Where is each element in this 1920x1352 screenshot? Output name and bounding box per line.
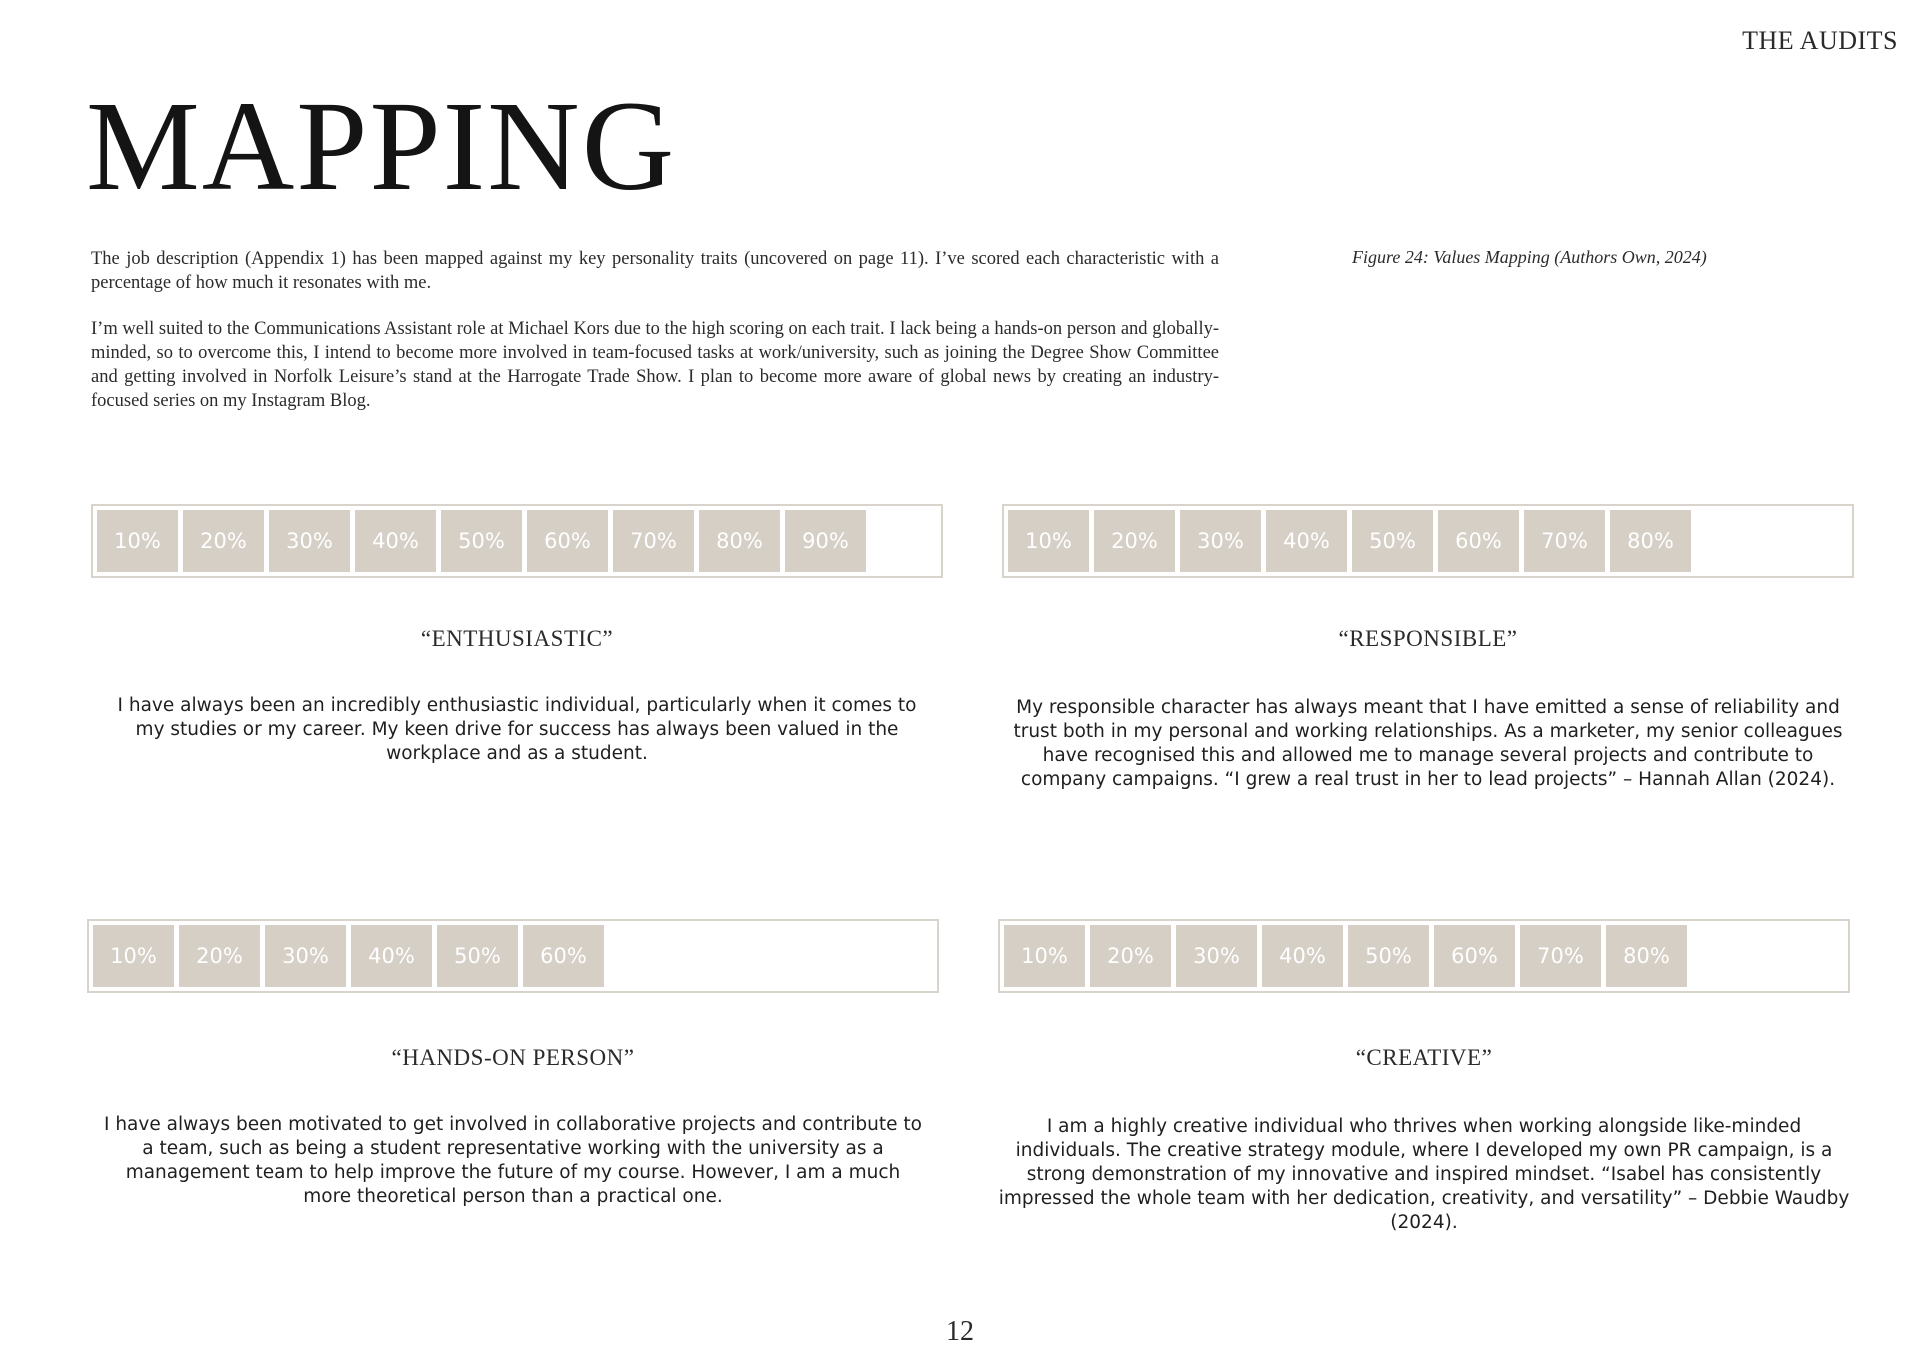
intro-text: [91, 247, 1219, 435]
score-segment: 20%: [183, 510, 264, 572]
score-segment: 10%: [97, 510, 178, 572]
score-track: [1008, 510, 1852, 572]
score-segment: 70%: [613, 510, 694, 572]
score-segment: 90%: [785, 510, 866, 572]
score-segment: 40%: [355, 510, 436, 572]
trait-description: My responsible character has always meant that I have emitted a sense of reliability and trust both in my personal and working relationships. As a marketer, my senior colleagues have recognised this and allowed me to manage several projects and contribute to company campaigns. “I grew a real trust in her to lead projects” – Hannah Allan (2024).: [1013, 697, 1843, 790]
score-track: [1004, 925, 1848, 987]
score-segment: 30%: [1176, 925, 1257, 987]
score-segment: 70%: [1520, 925, 1601, 987]
score-segment: 10%: [93, 925, 174, 987]
score-bar: [998, 919, 1850, 993]
trait-description: I am a highly creative individual who thrives when working alongside like-minded individuals. The creative strategy module, where I developed my own PR campaign, is a strong demonstration of my innovative and inspired mindset. “Isabel has consistently impressed the whole team with her dedication, creativity, and versatility” – Debbie Waudby (2024).: [998, 1116, 1850, 1233]
score-track: [93, 925, 937, 987]
score-track: [97, 510, 941, 572]
figure-caption: Figure 24: Values Mapping (Authors Own, 2024): [1352, 247, 1707, 267]
score-bar: [87, 919, 939, 993]
trait-description: I have always been an incredibly enthusiastic individual, particularly when it comes to my studies or my career. My keen drive for success has always been valued in the workplace and as a student.: [117, 695, 917, 764]
score-segment: 80%: [699, 510, 780, 572]
trait-creative: [998, 919, 1850, 1235]
intro-paragraph: The job description (Appendix 1) has been mapped against my key personality traits (uncovered on page 11). I’ve scored each characteristic with a percentage of how much it resonates with me.: [91, 249, 1219, 293]
score-segment: 60%: [1434, 925, 1515, 987]
score-bar: [91, 504, 943, 578]
score-segment: 50%: [437, 925, 518, 987]
score-segment: 50%: [1348, 925, 1429, 987]
score-bar: [1002, 504, 1854, 578]
score-segment: 60%: [1438, 510, 1519, 572]
page-title: MAPPING: [86, 75, 677, 217]
intro-paragraph: I’m well suited to the Communications Assistant role at Michael Kors due to the high scoring on each trait. I lack being a hands-on person and globally-minded, so to overcome this, I intend to become more involved in team-focused tasks at work/university, such as joining the Degree Show Committee and getting involved in Norfolk Leisure’s stand at the Harrogate Trade Show. I plan to become more aware of global news by creating an industry-focused series on my Instagram Blog.: [91, 319, 1219, 411]
trait-description: I have always been motivated to get involved in collaborative projects and contribute to a team, such as being a student representative working with the university as a management team to help improve the future of my course. However, I am a much more theoretical person than a practical one.: [104, 1114, 922, 1207]
trait-name: “RESPONSIBLE”: [1338, 626, 1518, 651]
score-segment: 10%: [1008, 510, 1089, 572]
trait-enthusiastic: [91, 504, 943, 766]
score-segment: 40%: [351, 925, 432, 987]
score-segment: 10%: [1004, 925, 1085, 987]
score-segment: 80%: [1606, 925, 1687, 987]
score-segment: 30%: [265, 925, 346, 987]
score-segment: 20%: [1090, 925, 1171, 987]
score-segment: 50%: [1352, 510, 1433, 572]
score-segment: 40%: [1262, 925, 1343, 987]
section-header: THE AUDITS: [1742, 26, 1898, 55]
score-segment: 50%: [441, 510, 522, 572]
trait-responsible: [1002, 504, 1854, 792]
score-segment: 30%: [1180, 510, 1261, 572]
score-segment: 30%: [269, 510, 350, 572]
score-segment: 20%: [1094, 510, 1175, 572]
score-segment: 70%: [1524, 510, 1605, 572]
trait-hands-on-person: [87, 919, 939, 1209]
trait-name: “CREATIVE”: [1355, 1045, 1493, 1070]
score-segment: 60%: [527, 510, 608, 572]
trait-name: “HANDS-ON PERSON”: [391, 1045, 635, 1070]
score-segment: 60%: [523, 925, 604, 987]
page-number: 12: [946, 1316, 974, 1347]
score-segment: 80%: [1610, 510, 1691, 572]
score-segment: 20%: [179, 925, 260, 987]
score-segment: 40%: [1266, 510, 1347, 572]
trait-name: “ENTHUSIASTIC”: [420, 626, 614, 651]
